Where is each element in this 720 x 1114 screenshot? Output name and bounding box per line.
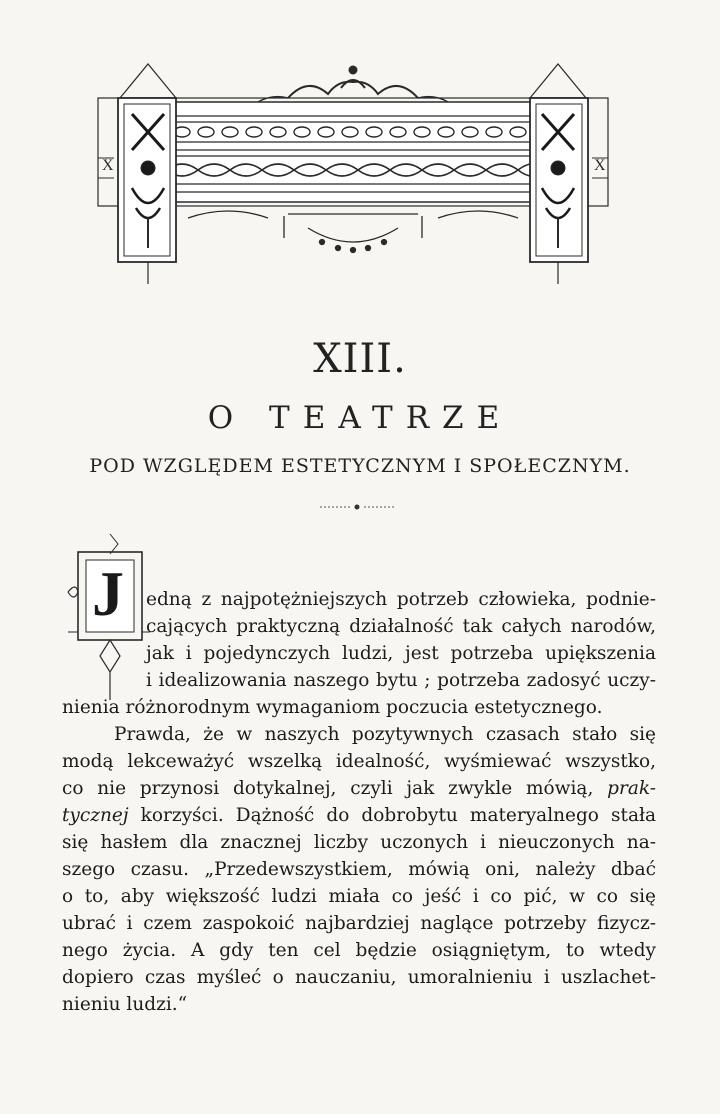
text-line: ubrać i czem zaspokoić najbardziej naglące potrzeby fizycz- — [62, 913, 656, 934]
ornamental-headpiece — [58, 58, 648, 290]
crown-ornament — [258, 66, 448, 102]
text-line — [62, 802, 656, 829]
text-line: nienia różnorodnym wymaganiom poczucia estetycznego. — [62, 697, 603, 718]
text-line: jak i pojedynczych ludzi, jest potrzeba upiększenia — [146, 643, 656, 664]
text-line — [62, 775, 656, 802]
pendant-ornament — [188, 211, 518, 253]
text-line: o to, aby większość ludzi miała co jeść i co pić, w co się — [62, 886, 656, 907]
chapter-title: O TEATRZE — [207, 400, 513, 436]
chapter-subtitle: POD WZGLĘDEM ESTETYCZNYM I SPOŁECZNYM. — [89, 455, 631, 477]
text-line: dopiero czas myśleć o nauczaniu, umoralnieniu i uszlachet- — [62, 967, 656, 988]
text-line: nieniu ludzi.“ — [62, 994, 188, 1015]
drop-initial-ornament — [62, 532, 152, 704]
svg-text:X: X — [102, 157, 114, 174]
italic-word: tycznej — [62, 805, 129, 826]
text-line: nego życia. A gdy ten cel będzie osiągniętym, to wtedy — [62, 940, 656, 961]
text-line: cających praktyczną działalność tak całych narodów, — [146, 616, 656, 637]
drop-initial-letter: J — [92, 558, 124, 629]
text-line: edną z najpotężniejszych potrzeb człowieka, podnie- — [146, 589, 656, 610]
svg-text:X: X — [594, 157, 606, 174]
italic-word: prak- — [607, 778, 656, 799]
text-line-part: korzyści. Dążność do dobrobytu materyalnego stała — [140, 805, 656, 826]
text-line: Prawda, że w naszych pozytywnych czasach stało się — [114, 724, 656, 745]
text-line: i idealizowania naszego bytu ; potrzeba zadosyć uczy- — [146, 670, 656, 691]
left-side-panel — [98, 64, 176, 284]
text-line-part: co nie przynosi dotykalnej, czyli jak zwykle mówią, — [62, 778, 594, 799]
right-side-panel — [530, 64, 608, 284]
text-line: modą lekceważyć wszelką idealność, wyśmiewać wszystko, — [62, 751, 656, 772]
text-line: się hasłem dla znacznej liczby uczonych i nieuczonych na- — [62, 832, 656, 853]
section-divider-ornament — [318, 502, 396, 512]
text-line: szego czasu. „Przedewszystkiem, mówią oni, należy dbać — [62, 859, 656, 880]
chapter-number: XIII. — [313, 336, 407, 382]
